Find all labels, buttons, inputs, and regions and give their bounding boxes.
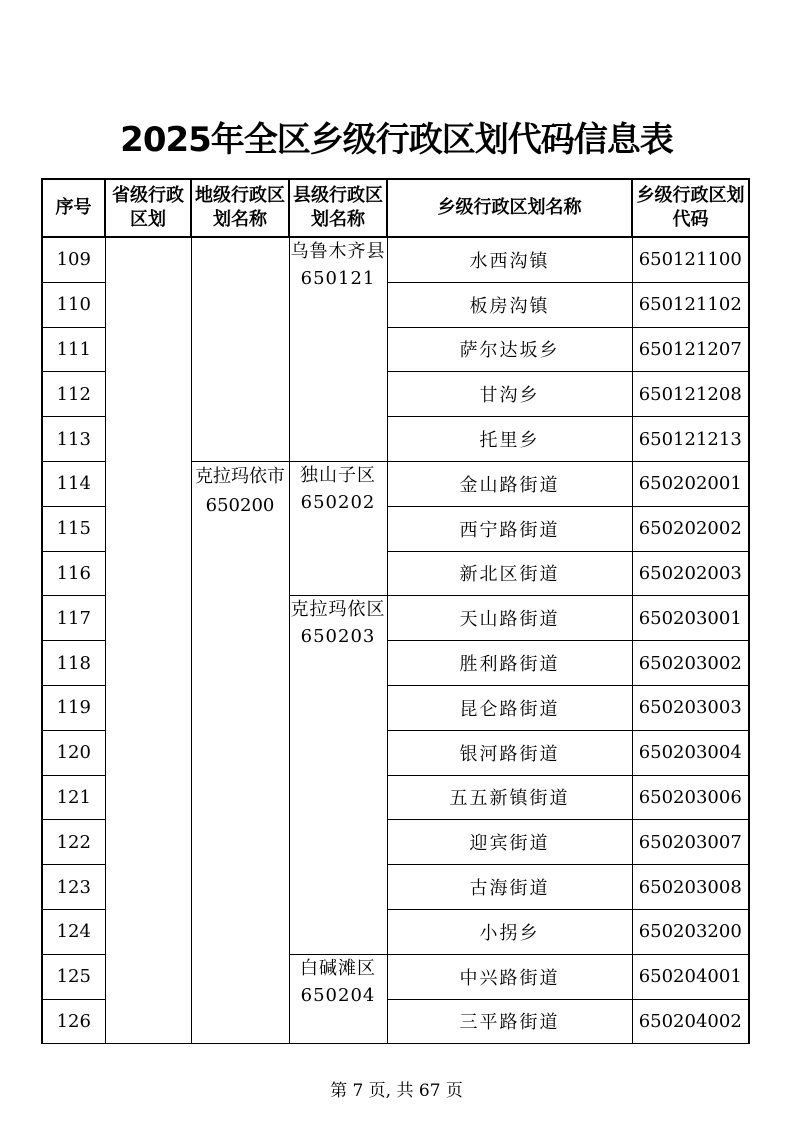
page-title: 2025年全区乡级行政区划代码信息表 bbox=[120, 120, 673, 160]
header-prefecture: 地级行政区划名称 bbox=[191, 179, 289, 237]
seq-cell: 121 bbox=[42, 775, 105, 820]
seq-cell: 118 bbox=[42, 641, 105, 686]
township-code-cell: 650202003 bbox=[632, 551, 749, 596]
township-code-cell: 650203006 bbox=[632, 775, 749, 820]
township-name-cell: 西宁路街道 bbox=[387, 506, 632, 551]
county-cell: 乌鲁木齐县 650121 bbox=[289, 237, 387, 461]
township-code-cell: 650204001 bbox=[632, 954, 749, 999]
header-county: 县级行政区划名称 bbox=[289, 179, 387, 237]
township-name-cell: 古海街道 bbox=[387, 865, 632, 910]
table-header bbox=[42, 179, 749, 237]
seq-cell: 114 bbox=[42, 461, 105, 506]
seq-cell: 120 bbox=[42, 730, 105, 775]
township-name-cell: 迎宾街道 bbox=[387, 820, 632, 865]
township-code-cell: 650203007 bbox=[632, 820, 749, 865]
seq-cell: 122 bbox=[42, 820, 105, 865]
seq-cell: 110 bbox=[42, 282, 105, 327]
township-code-cell: 650203004 bbox=[632, 730, 749, 775]
township-name-cell: 小拐乡 bbox=[387, 909, 632, 954]
header-township: 乡级行政区划名称 bbox=[387, 179, 632, 237]
township-code-cell: 650121102 bbox=[632, 282, 749, 327]
table-body bbox=[42, 237, 749, 1044]
township-name-cell: 新北区街道 bbox=[387, 551, 632, 596]
seq-cell: 123 bbox=[42, 865, 105, 910]
seq-cell: 126 bbox=[42, 999, 105, 1044]
township-name-cell: 五五新镇街道 bbox=[387, 775, 632, 820]
county-cell: 白碱滩区 650204 bbox=[289, 954, 387, 1044]
county-cell: 独山子区 650202 bbox=[289, 461, 387, 595]
township-name-cell: 银河路街道 bbox=[387, 730, 632, 775]
township-name-cell: 水西沟镇 bbox=[387, 237, 632, 282]
township-code-cell: 650203008 bbox=[632, 865, 749, 910]
township-code-cell: 650121213 bbox=[632, 417, 749, 462]
township-name-cell: 甘沟乡 bbox=[387, 372, 632, 417]
seq-cell: 113 bbox=[42, 417, 105, 462]
township-code-cell: 650202001 bbox=[632, 461, 749, 506]
township-name-cell: 萨尔达坂乡 bbox=[387, 327, 632, 372]
seq-cell: 111 bbox=[42, 327, 105, 372]
table-row bbox=[42, 237, 749, 282]
township-code-cell: 650203003 bbox=[632, 685, 749, 730]
seq-cell: 119 bbox=[42, 685, 105, 730]
township-name-cell: 金山路街道 bbox=[387, 461, 632, 506]
province-cell bbox=[105, 237, 191, 1044]
township-code-cell: 650203002 bbox=[632, 641, 749, 686]
header-province: 省级行政区划 bbox=[105, 179, 191, 237]
division-code-table bbox=[41, 178, 750, 1044]
township-name-cell: 托里乡 bbox=[387, 417, 632, 462]
seq-cell: 124 bbox=[42, 909, 105, 954]
township-code-cell: 650202002 bbox=[632, 506, 749, 551]
seq-cell: 109 bbox=[42, 237, 105, 282]
seq-cell: 116 bbox=[42, 551, 105, 596]
township-name-cell: 胜利路街道 bbox=[387, 641, 632, 686]
township-name-cell: 板房沟镇 bbox=[387, 282, 632, 327]
seq-cell: 125 bbox=[42, 954, 105, 999]
township-code-cell: 650121100 bbox=[632, 237, 749, 282]
township-code-cell: 650203200 bbox=[632, 909, 749, 954]
header-seq: 序号 bbox=[42, 179, 105, 237]
prefecture-cell bbox=[191, 237, 289, 461]
township-code-cell: 650203001 bbox=[632, 596, 749, 641]
township-code-cell: 650204002 bbox=[632, 999, 749, 1044]
seq-cell: 117 bbox=[42, 596, 105, 641]
township-code-cell: 650121208 bbox=[632, 372, 749, 417]
header-code: 乡级行政区划代码 bbox=[632, 179, 749, 237]
seq-cell: 115 bbox=[42, 506, 105, 551]
seq-cell: 112 bbox=[42, 372, 105, 417]
township-code-cell: 650121207 bbox=[632, 327, 749, 372]
prefecture-cell: 克拉玛依市 650200 bbox=[191, 461, 289, 1043]
county-cell: 克拉玛依区 650203 bbox=[289, 596, 387, 954]
township-name-cell: 三平路街道 bbox=[387, 999, 632, 1044]
township-name-cell: 天山路街道 bbox=[387, 596, 632, 641]
township-name-cell: 中兴路街道 bbox=[387, 954, 632, 999]
page-footer: 第 7 页, 共 67 页 bbox=[330, 1081, 463, 1101]
township-name-cell: 昆仑路街道 bbox=[387, 685, 632, 730]
